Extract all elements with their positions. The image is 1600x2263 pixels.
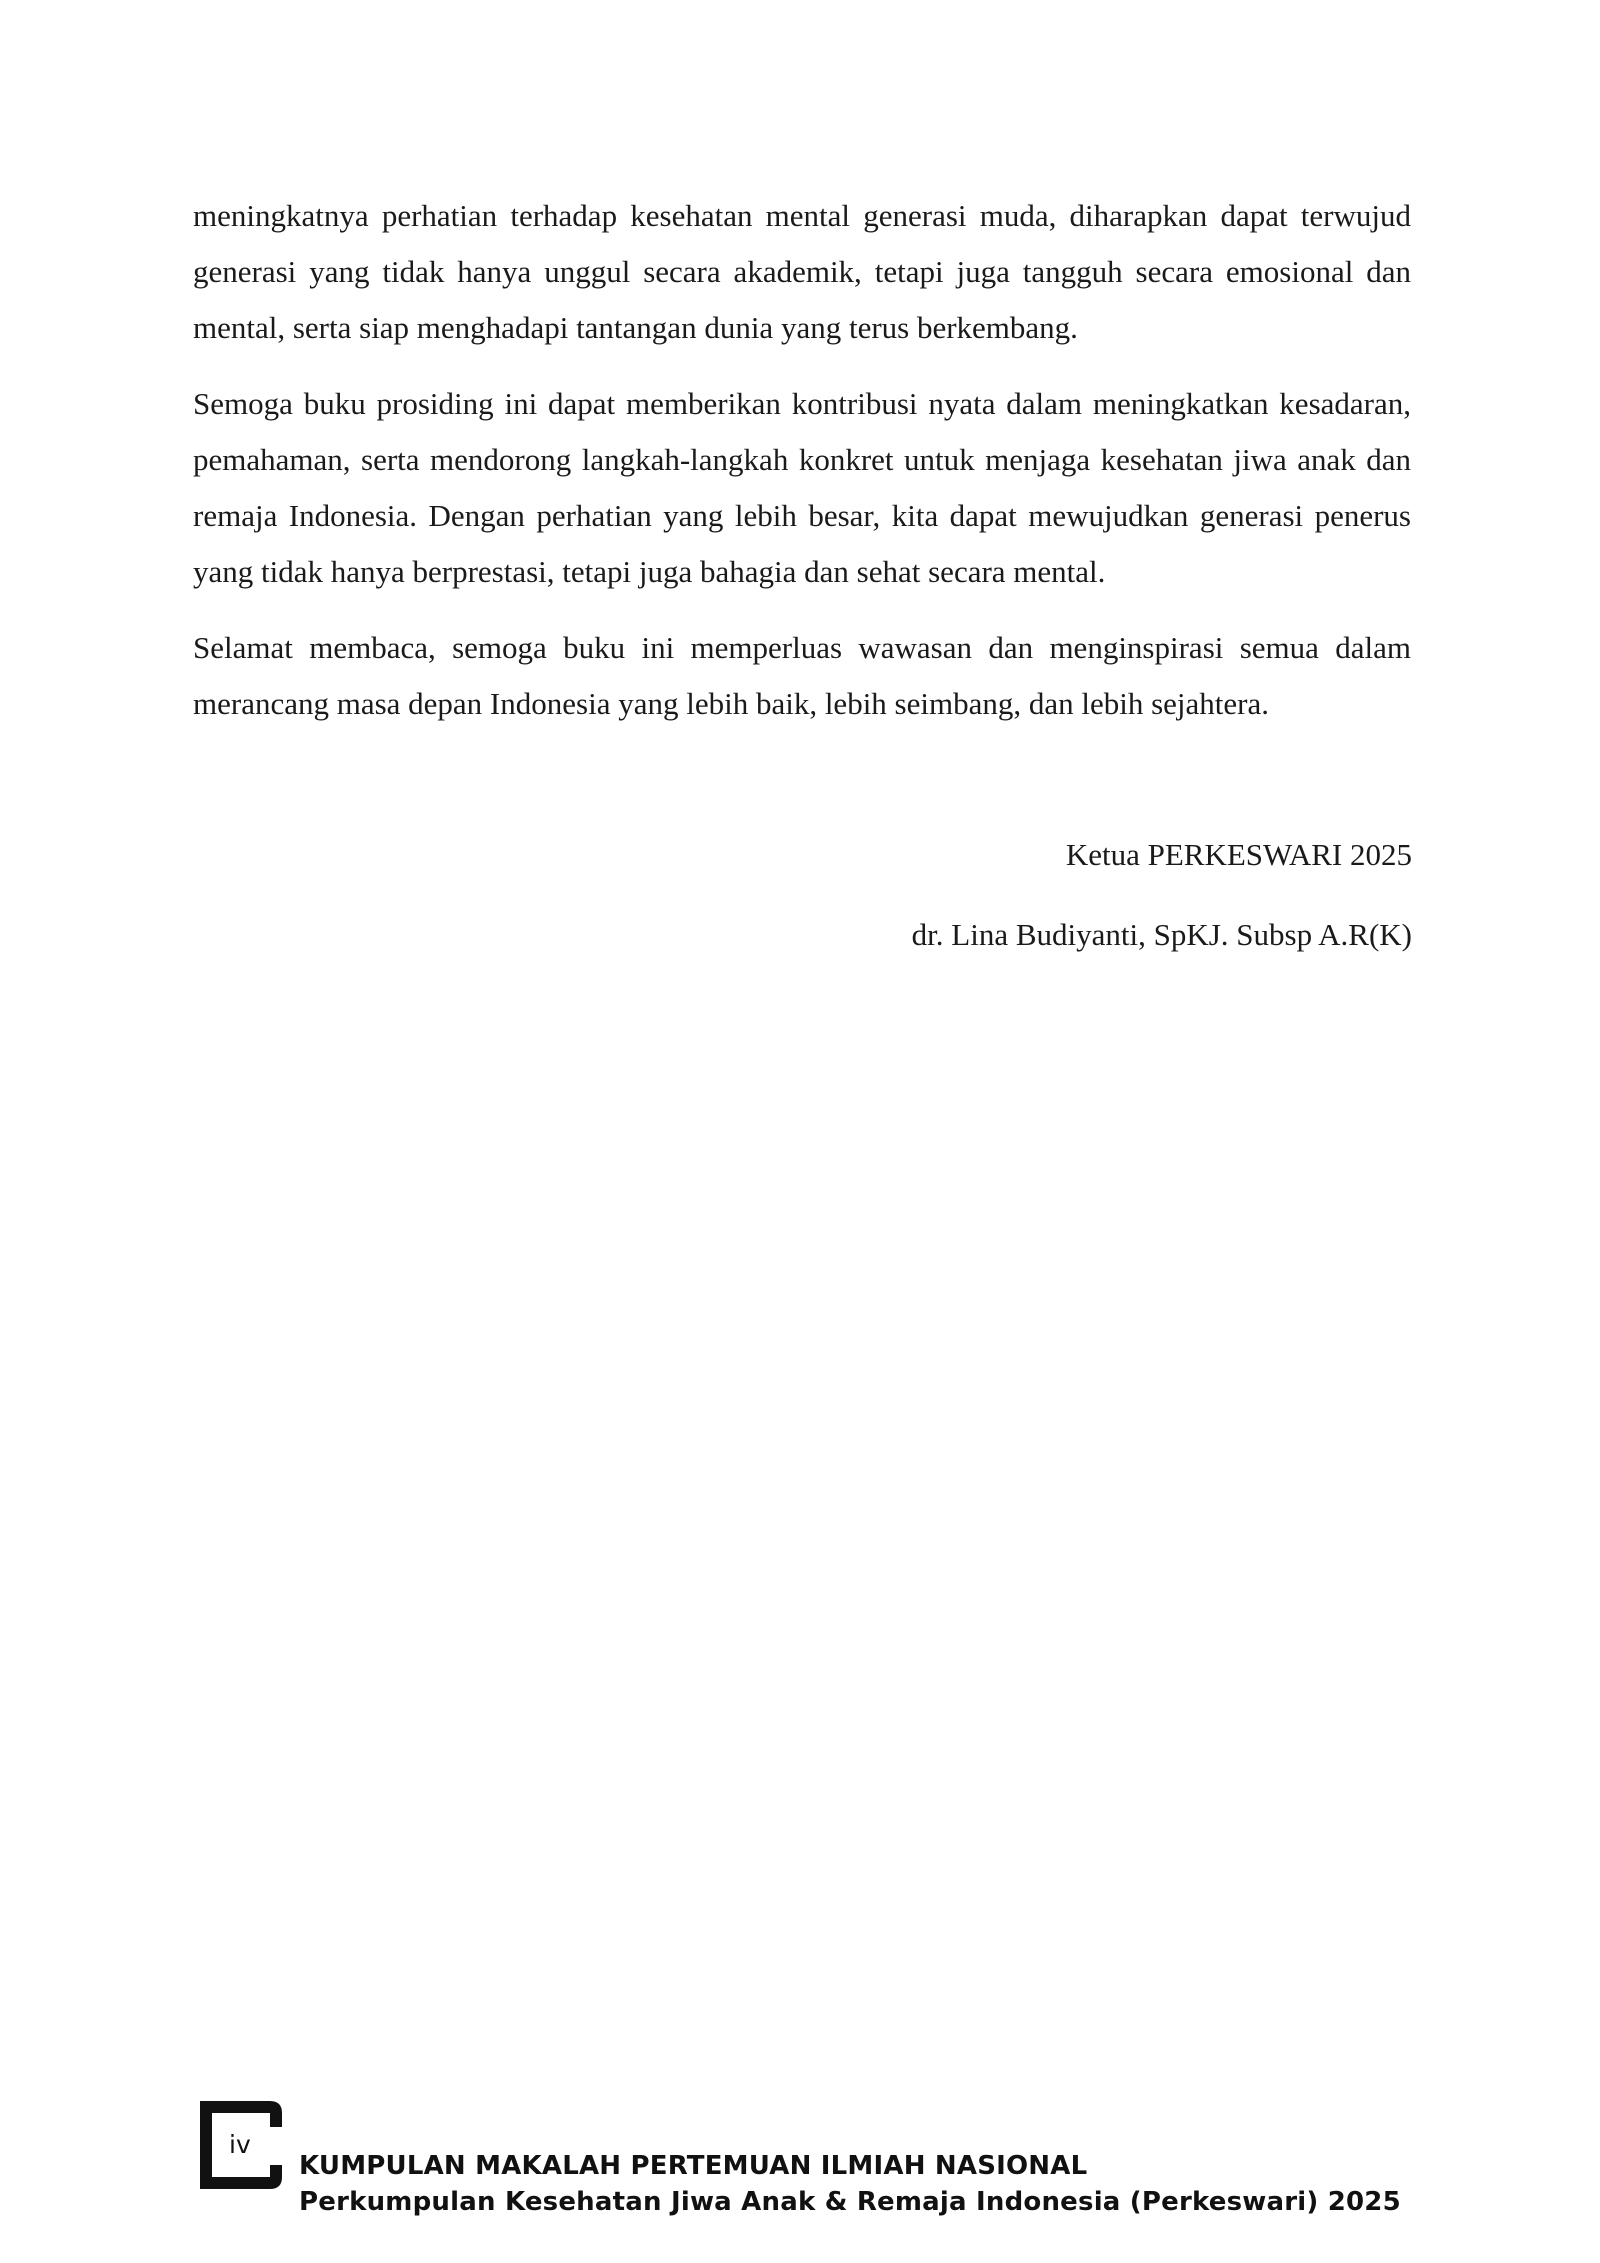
paragraph-2: Semoga buku prosiding ini dapat memberikan kontribusi nyata dalam meningkatkan kesadaran, pemahaman, serta mendorong langkah-langkah konkret untuk menjaga kesehatan jiwa anak dan remaja Indonesia. Dengan perhatian yang lebih besar, kita dapat mewujudkan generasi penerus yang tidak hanya berprestasi, tetapi juga bahagia dan sehat secara mental. xyxy=(193,386,1411,589)
signature-block xyxy=(912,832,1412,992)
signature-role: Ketua PERKESWARI 2025 xyxy=(1065,837,1412,872)
paragraph-3: Selamat membaca, semoga buku ini memperluas wawasan dan menginspirasi semua dalam merancang masa depan Indonesia yang lebih baik, lebih seimbang, dan lebih sejahtera. xyxy=(193,630,1411,721)
footer-title-line1: KUMPULAN MAKALAH PERTEMUAN ILMIAH NASIONAL xyxy=(299,2151,1088,2181)
page-number: iv xyxy=(229,2130,251,2159)
signature-name: dr. Lina Budiyanti, SpKJ. Subsp A.R(K) xyxy=(911,917,1412,952)
footer-title-line2: Perkumpulan Kesehatan Jiwa Anak & Remaja Indonesia (Perkeswari) 2025 xyxy=(299,2187,1401,2217)
footer-title xyxy=(299,2148,1401,2220)
paragraph-1: meningkatnya perhatian terhadap kesehatan mental generasi muda, diharapkan dapat terwujud generasi yang tidak hanya unggul secara akademik, tetapi juga tangguh secara emosional dan mental, serta siap menghadapi tantangan dunia yang terus berkembang. xyxy=(193,198,1411,345)
body-text xyxy=(193,188,1411,752)
